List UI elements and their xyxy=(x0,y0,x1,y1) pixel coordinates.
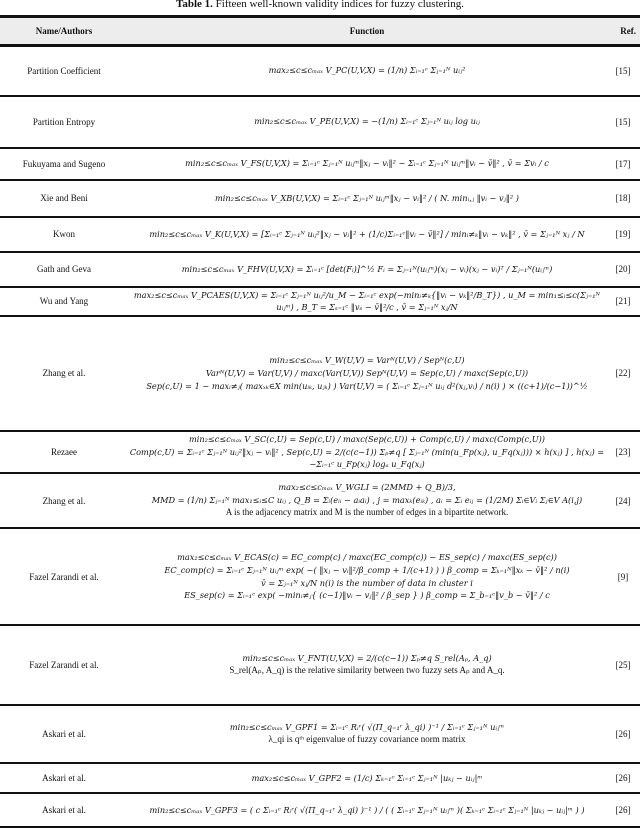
table-row xyxy=(0,180,640,217)
formula-line: min₂≤c≤cₘₐₓ V_GPF1 = Σᵢ₌₁ᶜ Rᵢʳ( √(Π_q₌₁ʳ λ_qi) )⁻¹ / Σᵢ₌₁ᶜ Σⱼ₌₁ᴺ uᵢⱼᵐ xyxy=(229,721,505,732)
reference-cell: [26] xyxy=(606,763,640,793)
table-row xyxy=(0,431,640,473)
formula-line: Varᴺ(U,V) = Var(U,V) / maxc(Var(U,V)) Sepᴺ(U,V) = Sep(c,U) / maxc(Sep(c,U)) xyxy=(205,368,529,379)
reference-cell: [25] xyxy=(606,625,640,705)
formula-line: min₂≤c≤cₘₐₓ V_SC(c,U) = Sep(c,U) / maxc(Sep(c,U)) + Comp(c,U) / maxc(Comp(c,U)) xyxy=(188,433,546,444)
formula-line: min₂≤c≤cₘₐₓ V_PE(U,V,X) = −(1/n) Σᵢ₌₁ᶜ Σⱼ₌₁ᴺ uᵢⱼ log uᵢⱼ xyxy=(254,116,480,127)
function-cell xyxy=(128,793,606,827)
reference-cell: [19] xyxy=(606,217,640,252)
reference-cell: [18] xyxy=(606,180,640,217)
formula-line: min₂≤c≤cₘₐₓ V_GPF3 = ( c Σᵢ₌₁ᶜ Rᵢʳ( √(Π_q₌₁ʳ λ_qi) )⁻¹ ) / ( ( Σᵢ₌₁ᶜ Σⱼ₌₁ᴺ uᵢⱼᵐ )( Σₖ₌₁ᶜ Σᵢ₌₁ᶜ Σⱼ₌₁ᴺ |uₖⱼ − uᵢⱼ|ᵐ ) ) xyxy=(149,804,585,815)
caption-text: Fifteen well-known validity indices for fuzzy clustering. xyxy=(215,0,464,10)
function-cell xyxy=(128,96,606,148)
table-row xyxy=(0,625,640,705)
function-cell xyxy=(128,705,606,763)
formula-line: min₂≤c≤cₘₐₓ V_FNT(U,V,X) = 2/(c(c−1)) Σₚ≠q S_rel(Aₚ, A_q) xyxy=(242,652,492,663)
reference-cell: [15] xyxy=(606,96,640,148)
formula-line: min₂≤c≤cₘₐₓ V_K(U,V,X) = [Σᵢ₌₁ᶜ Σⱼ₌₁ᴺ uᵢⱼ²‖xⱼ − vᵢ‖² + (1/c)Σᵢ₌₁ᶜ‖vᵢ − v̄‖²] / minᵢ≠ₖ‖vᵢ − vₖ‖² , v̄ = Σⱼ₌₁ᴺ xⱼ / N xyxy=(149,228,585,239)
formula-line: min₂≤c≤cₘₐₓ V_FHV(U,V,X) = Σᵢ₌₁ᶜ [det(Fᵢ)]^½ Fᵢ = Σⱼ₌₁ᴺ(uᵢⱼᵐ)(xⱼ − vᵢ)(xⱼ − vᵢ)ᵀ / Σⱼ₌₁ᴺ(uᵢⱼᵐ) xyxy=(181,263,553,274)
formula-line: EC_comp(c) = Σᵢ₌₁ᶜ Σⱼ₌₁ᴺ uᵢⱼᵐ exp( −( ‖xⱼ − vᵢ‖²/β_comp + 1/(c+1) ) ) β_comp = Σₖ₌₁ᴺ‖xₖ − v̄‖² / n(i) xyxy=(164,564,570,575)
table-row xyxy=(0,252,640,287)
author-name: Fazel Zarandi et al. xyxy=(0,625,128,705)
author-name: Zhang et al. xyxy=(0,473,128,528)
reference-cell: [22] xyxy=(606,316,640,431)
function-cell xyxy=(128,528,606,625)
reference-cell: [15] xyxy=(606,46,640,96)
function-cell xyxy=(128,625,606,705)
author-name: Rezaee xyxy=(0,431,128,473)
reference-cell: [23] xyxy=(606,431,640,473)
author-name: Kwon xyxy=(0,217,128,252)
table-row xyxy=(0,528,640,625)
function-cell xyxy=(128,180,606,217)
formula-line: Sep(c,U) = 1 − maxᵢ≠ⱼ( maxₓₖ∈X min(uᵢₖ, uⱼₖ) ) Var(U,V) = ( Σᵢ₌₁ᶜ Σⱼ₌₁ᴺ uᵢⱼ d²(xⱼ,vᵢ) / n(i) ) × ((c+1)/(c−1))^½ xyxy=(146,380,588,391)
function-cell xyxy=(128,148,606,180)
table-caption xyxy=(0,0,640,15)
reference-cell: [9] xyxy=(606,528,640,625)
function-cell xyxy=(128,217,606,252)
author-name: Partition Entropy xyxy=(0,96,128,148)
caption-label: Table 1. xyxy=(176,0,213,10)
formula-line: max₂≤c≤cₘₐₓ V_GPF2 = (1/c) Σₖ₌₁ᶜ Σᵢ₌₁ᶜ Σⱼ₌₁ᴺ |uₖⱼ − uᵢⱼ|ᵐ xyxy=(251,772,483,783)
author-name: Fukuyama and Sugeno xyxy=(0,148,128,180)
function-cell xyxy=(128,431,606,473)
reference-cell: [21] xyxy=(606,287,640,316)
table-row xyxy=(0,316,640,431)
author-name: Wu and Yang xyxy=(0,287,128,316)
table-row xyxy=(0,148,640,180)
author-name: Zhang et al. xyxy=(0,316,128,431)
function-cell xyxy=(128,46,606,96)
formula-note: A is the adjacency matrix and M is the number of edges in a bipartite network. xyxy=(225,507,509,518)
formula-line: Comp(c,U) = Σᵢ₌₁ᶜ Σⱼ₌₁ᴺ uᵢⱼ²‖xⱼ − vᵢ‖² , Sep(c,U) = 2/(c(c−1)) Σₚ≠q [ Σⱼ₌₁ᴺ (min(u_Fp(xⱼ), u_Fq(xⱼ))) × h(xⱼ) ] , h(xⱼ) = −Σᵢ₌₁ᶜ u_Fp(xⱼ) logₐ u_Fq(xⱼ) xyxy=(129,446,605,470)
author-name: Askari et al. xyxy=(0,763,128,793)
formula-line: ES_sep(c) = Σᵢ₌₁ᶜ exp( −minᵢ≠ⱼ{ (c−1)‖vᵢ − vⱼ‖² / β_sep } ) β_comp = Σ_b₌₁ᶜ‖v_b − v̄‖² / c xyxy=(184,590,550,601)
formula-line: MMD = (1/n) Σⱼ₌₁ᴺ max₁≤ᵢ≤C uᵢⱼ , Q_B = Σᵢ(eᵢᵢ − aᵢaᵢ) , j = maxₖ(eᵢₖ) , aᵢ = Σᵢ eᵢⱼ = (1/2M) Σᵢ∈Vᵢ Σⱼ∈V A(i,j) xyxy=(151,494,583,505)
author-name: Gath and Geva xyxy=(0,252,128,287)
function-cell xyxy=(128,763,606,793)
formula-line: min₂≤c≤cₘₐₓ V_W(U,V) = Varᴺ(U,V) / Sepᴺ(c,U) xyxy=(269,355,465,366)
reference-cell: [17] xyxy=(606,148,640,180)
formula-line: max₂≤c≤cₘₐₓ V_ECAS(c) = EC_comp(c) / maxc(EC_comp(c)) − ES_sep(c) / maxc(ES_sep(c)) xyxy=(177,552,557,563)
function-cell xyxy=(128,316,606,431)
table-row xyxy=(0,46,640,96)
formula-line: max₂≤c≤cₘₐₓ V_PCAES(U,V,X) = Σᵢ₌₁ᶜ Σⱼ₌₁ᴺ uᵢⱼ²/u_M − Σᵢ₌₁ᶜ exp(−minᵢ≠ₖ{‖vᵢ − vₖ‖²/B_T}) , u_M = min₁≤ᵢ≤c(Σⱼ₌₁ᴺ uᵢⱼᵐ) , B_T = Σₛ₌₁ᶜ ‖vₛ − v̄‖²/c , v̄ = Σⱼ₌₁ᴺ xⱼ/N xyxy=(133,289,601,313)
author-name: Fazel Zarandi et al. xyxy=(0,528,128,625)
table-row xyxy=(0,96,640,148)
formula-note: S_rel(Aₚ, A_q) is the relative similarity between two fuzzy sets Aₚ and A_q. xyxy=(229,665,505,676)
function-cell xyxy=(128,252,606,287)
header-name: Name/Authors xyxy=(0,17,128,46)
function-cell xyxy=(128,287,606,316)
function-cell xyxy=(128,473,606,528)
author-name: Askari et al. xyxy=(0,793,128,827)
header-ref: Ref. xyxy=(606,17,640,46)
reference-cell: [26] xyxy=(606,705,640,763)
reference-cell: [24] xyxy=(606,473,640,528)
author-name: Partition Coefficient xyxy=(0,46,128,96)
formula-note: λ_qi is qᵗʰ eigenvalue of fuzzy covariance norm matrix xyxy=(268,734,466,745)
author-name: Xie and Beni xyxy=(0,180,128,217)
formula-line: v̄ = Σⱼ₌₁ᴺ xⱼ/N n(i) is the number of data in cluster i xyxy=(261,577,473,588)
table-row xyxy=(0,793,640,827)
author-name: Askari et al. xyxy=(0,705,128,763)
table-row xyxy=(0,287,640,316)
table-row xyxy=(0,217,640,252)
validity-indices-table xyxy=(0,15,640,828)
table-row xyxy=(0,705,640,763)
header-function: Function xyxy=(128,17,606,46)
table-row xyxy=(0,763,640,793)
header-row xyxy=(0,17,640,46)
formula-line: min₂≤c≤cₘₐₓ V_XB(U,V,X) = Σᵢ₌₁ᶜ Σⱼ₌₁ᴺ uᵢⱼᵐ‖xⱼ − vᵢ‖² / ( N. minᵢ,ⱼ ‖vᵢ − vⱼ‖² ) xyxy=(215,192,519,203)
formula-line: min₂≤c≤cₘₐₓ V_FS(U,V,X) = Σᵢ₌₁ᶜ Σⱼ₌₁ᴺ uᵢⱼᵐ‖xⱼ − vᵢ‖² − Σᵢ₌₁ᶜ Σⱼ₌₁ᴺ uᵢⱼᵐ‖vᵢ − v̄‖² , v̄ = Σvᵢ / c xyxy=(185,158,549,169)
formula-line: max₂≤c≤cₘₐₓ V_PC(U,V,X) = (1/n) Σᵢ₌₁ᶜ Σⱼ₌₁ᴺ uᵢⱼ² xyxy=(268,65,466,76)
formula-line: max₂≤c≤cₘₐₓ V_WGLI = (2MMD + Q_B)/3, xyxy=(278,481,456,492)
reference-cell: [26] xyxy=(606,793,640,827)
reference-cell: [20] xyxy=(606,252,640,287)
table-row xyxy=(0,473,640,528)
